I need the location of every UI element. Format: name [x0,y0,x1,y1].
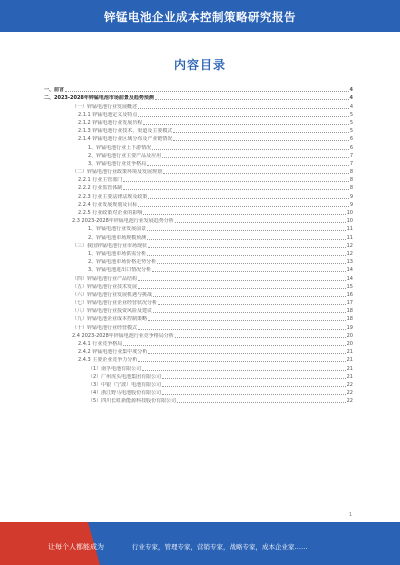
toc-entry[interactable] [44,232,353,240]
toc-entry-page: 4 [349,103,353,110]
toc-entry-label: 1、锌锰电池市场供需分析 [88,250,147,257]
toc-leader-dots [148,197,348,199]
toc-entry-label: （三）我国锌锰电池行业市场现状 [72,242,148,249]
toc-entry-label: 2、锌锰电池行业主要产品及应用 [88,152,162,159]
toc-entry[interactable] [44,306,353,314]
toc-leader-dots [138,287,346,289]
toc-entry[interactable] [44,110,353,118]
toc-entry-label: 2.4.1 行业竞争格局 [78,341,123,347]
toc-entry[interactable] [44,85,353,93]
toc-entry-page: 18 [346,308,353,315]
toc-entry-page: 14 [346,267,353,274]
toc-entry[interactable] [44,216,353,224]
toc-entry-label: 2.4 2023-2028年锌锰电池行业竞争格局分析 [72,332,174,339]
toc-leader-dots [162,385,345,387]
toc-leader-dots [163,172,349,174]
toc-entry[interactable] [44,290,353,298]
toc-entry-page: 17 [346,300,353,307]
toc-leader-dots [123,180,349,182]
toc-entry-page: 18 [346,316,353,323]
toc-entry-page: 19 [346,324,353,331]
toc-entry-page: 22 [346,398,353,405]
toc-leader-dots [148,246,346,248]
toc-leader-dots [123,188,349,190]
toc-entry[interactable] [44,183,353,191]
toc-entry-page: 6 [349,136,353,143]
toc-leader-dots [138,328,346,330]
toc-entry-page: 20 [346,332,353,339]
toc-leader-dots [138,360,345,362]
toc-entry-label: 2.2.2 行业监管体制 [78,185,123,192]
toc-entry-page: 5 [349,119,353,126]
toc-entry[interactable] [44,200,353,208]
toc-entry-label: 2.1.3 锌锰电池行业技术、渠道及主要模式 [78,128,173,135]
toc-entry-label: 2.1.1 锌锰电池定义及特点 [78,111,138,118]
toc-leader-dots [155,98,349,100]
toc-entry-label: （1）南孚电池有限公司 [88,365,142,372]
toc-entry-page: 15 [346,283,353,290]
toc-leader-dots [175,221,346,223]
toc-entry[interactable] [44,118,353,126]
toc-entry-label: 2.2.3 行业主要法律法规及政策 [78,193,148,200]
toc-entry-label: 1、锌锰电池行业发展前景 [88,226,147,233]
toc-entry-page: 21 [346,357,353,364]
toc-entry[interactable] [44,339,353,347]
toc-entry-label: 2.1.4 锌锰电池行业区域分布及产业链情况 [78,136,173,143]
toc-entry-label: 2.1.2 锌锰电池行业发展历程 [78,119,143,126]
toc-entry-label: 2.2.4 行业发展规划及目标 [78,201,138,208]
toc-entry[interactable] [44,241,353,249]
toc-entry[interactable] [44,159,353,167]
toc-entry[interactable] [44,151,353,159]
toc-entry[interactable] [44,282,353,290]
toc-entry[interactable] [44,396,353,404]
toc-entry-page: 21 [346,365,353,372]
toc-entry-label: 3、锌锰电池行业竞争格局 [88,160,147,167]
toc-entry-label: （4）浙江野马电池股份有限公司 [88,390,162,397]
toc-leader-dots [153,311,346,313]
toc-entry-page: 4 [349,95,353,102]
toc-entry-label: （五）锌锰电池行业技术发展 [72,283,138,290]
toc-entry-label: （四）锌锰电池行业产品结构 [72,275,138,282]
toc-entry-label: 一、前言 [44,87,65,94]
toc-entry[interactable] [44,380,353,388]
toc-leader-dots [157,262,345,264]
footer-slogan-left: 让每个人都能成为 [48,543,104,551]
toc-entry[interactable] [44,249,353,257]
toc-entry-label: 2.4.2 锌锰电池行业集中度分析 [78,349,148,356]
toc-leader-dots [138,115,348,117]
toc-leader-dots [138,205,348,207]
toc-entry[interactable] [44,191,353,199]
toc-leader-dots [175,336,346,338]
toc-entry-label: 2、锌锰电池市场规模预测 [88,234,147,241]
toc-entry[interactable] [44,175,353,183]
toc-entry[interactable] [44,322,353,330]
toc-entry-page: 14 [346,275,353,282]
toc-entry-page: 12 [346,242,353,249]
toc-entry[interactable] [44,331,353,339]
toc-entry-page: 12 [346,250,353,257]
toc-entry-label: （5）四川长虹新能源科技股份有限公司 [88,398,177,405]
toc-entry-page: 4 [349,87,353,94]
toc-leader-dots [162,377,345,379]
toc-leader-dots [162,156,349,158]
toc-entry-page: 6 [349,144,353,151]
toc-entry-page: 8 [349,169,353,176]
toc-entry[interactable] [44,142,353,150]
toc-entry[interactable] [44,208,353,216]
toc-leader-dots [177,401,345,403]
toc-entry-label: 1、锌锰电池行业上下游情况 [88,144,152,151]
toc-leader-dots [143,123,348,125]
toc-entry-page: 7 [349,152,353,159]
toc-leader-dots [143,213,345,215]
toc-entry-page: 11 [346,234,353,241]
toc-entry-label: 3、锌锰电池进出口情况分析 [88,267,152,274]
toc-entry-label: 二、2023-2028年锌锰电池市场前景及趋势预测 [44,95,154,102]
table-of-contents [44,85,353,404]
toc-entry[interactable] [44,273,353,281]
toc-entry-label: （十）锌锰电池行业经营模式 [72,324,138,331]
toc-entry[interactable] [44,372,353,380]
toc-leader-dots [147,164,349,166]
toc-entry-label: 2、锌锰电池市场价格走势分析 [88,259,157,266]
toc-entry-label: 2.4.3 主要企业竞争力分析 [78,357,138,364]
toc-leader-dots [147,238,345,240]
toc-leader-dots [173,131,348,133]
toc-entry[interactable] [44,101,353,109]
toc-leader-dots [148,319,346,321]
toc-leader-dots [138,107,349,109]
toc-leader-dots [65,90,349,92]
toc-heading: 内容目录 [173,58,226,72]
toc-entry-label: （九）锌锰电池企业成本控制策略 [72,316,148,323]
toc-entry-page: 22 [346,381,353,388]
toc-leader-dots [138,279,346,281]
footer-bar [0,522,400,565]
toc-entry-page: 10 [346,218,353,225]
toc-entry-page: 13 [346,259,353,266]
toc-leader-dots [123,344,345,346]
report-title: 锌锰电池企业成本控制策略研究报告 [104,10,296,24]
toc-entry[interactable] [44,388,353,396]
toc-leader-dots [162,393,345,395]
toc-entry-page: 11 [346,226,353,233]
toc-entry[interactable] [44,224,353,232]
toc-leader-dots [147,229,345,231]
toc-entry[interactable] [44,265,353,273]
toc-entry[interactable] [44,257,353,265]
toc-entry[interactable] [44,126,353,134]
toc-entry-label: （2）广州虎头电池集团有限公司 [88,373,162,380]
toc-entry-page: 8 [349,177,353,184]
toc-entry-label: （七）锌锰电池行业企业经营状况分析 [72,300,158,307]
toc-entry[interactable] [44,363,353,371]
toc-entry-page: 22 [346,390,353,397]
toc-entry-label: （六）锌锰电池行业发展机遇与挑战 [72,291,153,298]
toc-leader-dots [147,254,345,256]
toc-entry-page: 7 [349,160,353,167]
toc-leader-dots [158,303,346,305]
toc-entry-page: 9 [349,201,353,208]
toc-entry-label: 2.3 2023-2028年锌锰电池行业发展趋势分析 [72,218,174,225]
toc-entry[interactable] [44,134,353,142]
toc-entry-page: 5 [349,111,353,118]
toc-entry-page: 20 [346,341,353,347]
toc-entry-page: 21 [346,349,353,356]
toc-entry[interactable] [44,298,353,306]
toc-entry[interactable] [44,347,353,355]
toc-entry-page: 16 [346,291,353,298]
toc-entry-page: 5 [349,128,353,135]
toc-leader-dots [148,352,345,354]
toc-entry-label: 2.2.5 行业政策对企业的影响 [78,210,143,216]
toc-entry[interactable] [44,93,353,101]
toc-leader-dots [142,369,345,371]
toc-entry-label: （二）锌锰电池行业政策环境及发展规划 [72,169,163,176]
footer-slogan-right: 行业专家，管理专家，营销专家，战略专家，成本企业家…… [132,543,308,551]
toc-leader-dots [152,148,349,150]
toc-entry-label: （3）中银（宁波）电池有限公司 [88,381,162,388]
toc-leader-dots [152,270,345,272]
toc-entry-label: （一）锌锰电池行业发展概述 [72,103,138,110]
toc-entry-label: （八）锌锰电池行业投资风险及建议 [72,308,153,315]
toc-entry[interactable] [44,167,353,175]
toc-entry-page: 10 [346,210,353,216]
toc-entry[interactable] [44,355,353,363]
toc-entry-page: 21 [346,373,353,380]
toc-entry-page: 9 [349,193,353,200]
toc-entry-label: 2.2.1 行业主管部门 [78,177,123,184]
toc-leader-dots [173,139,348,141]
page-number: 1 [348,512,352,518]
toc-entry[interactable] [44,314,353,322]
toc-leader-dots [153,295,346,297]
toc-entry-page: 8 [349,185,353,192]
header-bar [0,0,400,32]
